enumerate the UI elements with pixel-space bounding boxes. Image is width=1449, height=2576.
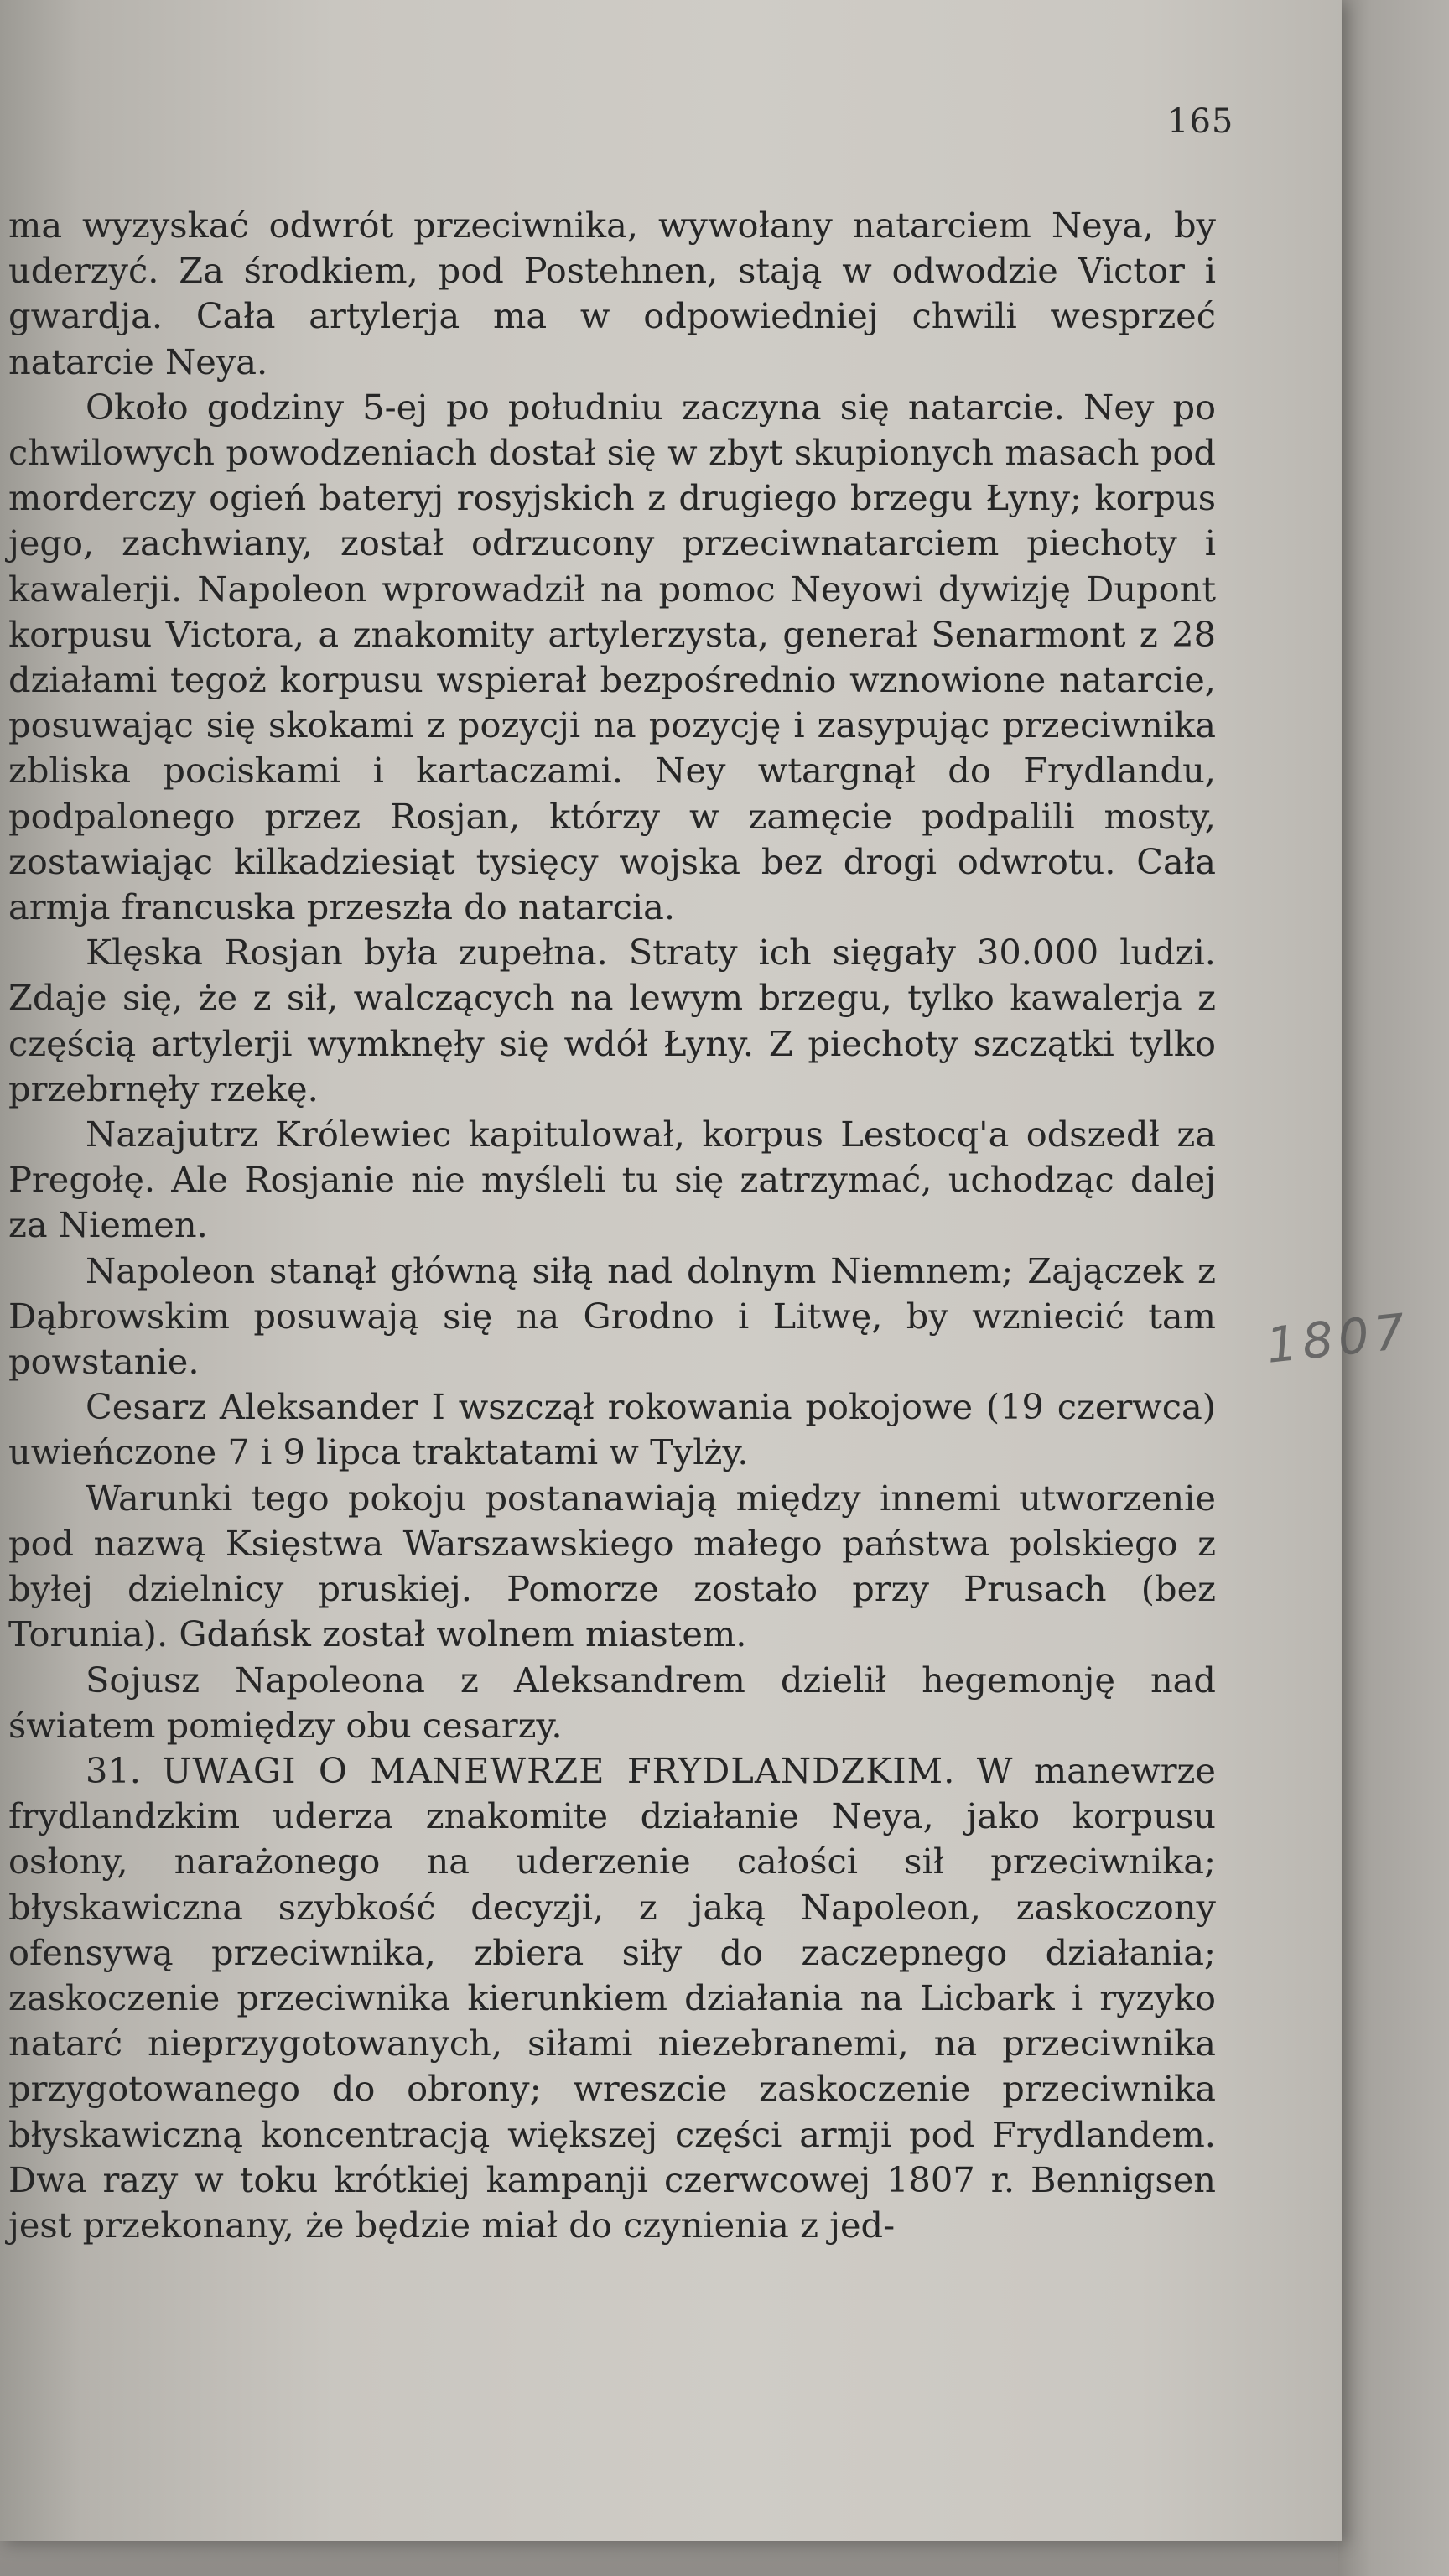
paragraph: Cesarz Aleksander I wszczął rokowania pokojowe (19 czerwca) uwieńczone 7 i 9 lipca traktatami w Tylży. [8, 1386, 1216, 1473]
paragraph: ma wyzyskać odwrót przeciwnika, wywołany natarciem Neya, by uderzyć. Za środkiem, pod Postehnen, stają w odwodzie Victor i gwardja. Cała artylerja ma w odpowiedniej chwili wesprzeć natarcie Neya. [8, 205, 1216, 382]
handwritten-margin-note: 1807 [1263, 1302, 1413, 1374]
paragraph: Około godziny 5-ej po południu zaczyna się natarcie. Ney po chwilowych powodzeniach dostał się w zbyt skupionych masach pod morderczy ogień bateryj rosyjskich z drugiego brzegu Łyny; korpus jego, zachwiany, został odrzucony przeciwnatarciem piechoty i kawalerji. Napoleon wprowadził na pomoc Neyowi dywizję Dupont korpusu Victora, a znakomity artylerzysta, generał Senarmont z 28 działami tegoż korpusu wspierał bezpośrednio wznowione natarcie, posuwając się skokami z pozycji na pozycję i zasypując przeciwnika zbliska pociskami i kartaczami. Ney wtargnął do Frydlandu, podpalonego przez Rosjan, którzy w zamęcie podpalili mosty, zostawiając kilkadziesiąt tysięcy wojska bez drogi odwrotu. Cała armja francuska przeszła do natarcia. [8, 386, 1216, 928]
body-text [8, 203, 1216, 2248]
section-number: 31. [86, 1749, 141, 1791]
paragraph: Warunki tego pokoju postanawiają między innemi utworzenie pod nazwą Księstwa Warszawskiego małego państwa polskiego z byłej dzielnicy pruskiej. Pomorze zostało przy Prusach (bez Torunia). Gdańsk został wolnem miastem. [8, 1477, 1216, 1655]
paragraph: Napoleon stanął główną siłą nad dolnym Niemnem; Zajączek z Dąbrowskim posuwają się na Grodno i Litwę, by wzniecić tam powstanie. [8, 1249, 1216, 1383]
section-heading: UWAGI O MANEWRZE FRYDLANDZKIM. [162, 1749, 956, 1791]
paragraph: Sojusz Napoleona z Aleksandrem dzielił hegemonję nad światem pomiędzy obu cesarzy. [8, 1659, 1216, 1746]
paragraph: Nazajutrz Królewiec kapitulował, korpus Lestocq'a odszedł za Pregołę. Ale Rosjanie nie myśleli tu się zatrzymać, uchodząc dalej za Niemen. [8, 1114, 1216, 1246]
section-text: W manewrze frydlandzkim uderza znakomite działanie Neya, jako korpusu osłony, narażonego na uderzenie całości sił przeciwnika; błyskawiczna szybkość decyzji, z jaką Napoleon, zaskoczony ofensywą przeciwnika, zbiera siły do zaczepnego działania; zaskoczenie przeciwnika kierunkiem działania na Licbark i ryzyko natarć nieprzygotowanych, siłami niezebranemi, na przeciwnika przygotowanego do obrony; wreszcie zaskoczenie przeciwnika błyskawiczną koncentracją większej części armji pod Frydlandem. Dwa razy w toku krótkiej kampanji czerwcowej 1807 r. Bennigsen jest przekonany, że będzie miał do czynienia z jed- [8, 1749, 1216, 2246]
section-paragraph [8, 1748, 1216, 2248]
page-edge [1338, 0, 1449, 2576]
page-number: 165 [1167, 102, 1234, 141]
paragraph: Klęska Rosjan była zupełna. Straty ich sięgały 30.000 ludzi. Zdaje się, że z sił, walczących na lewym brzegu, tylko kawalerja z częścią artylerji wymknęły się wdół Łyny. Z piechoty szczątki tylko przebrnęły rzekę. [8, 932, 1216, 1109]
